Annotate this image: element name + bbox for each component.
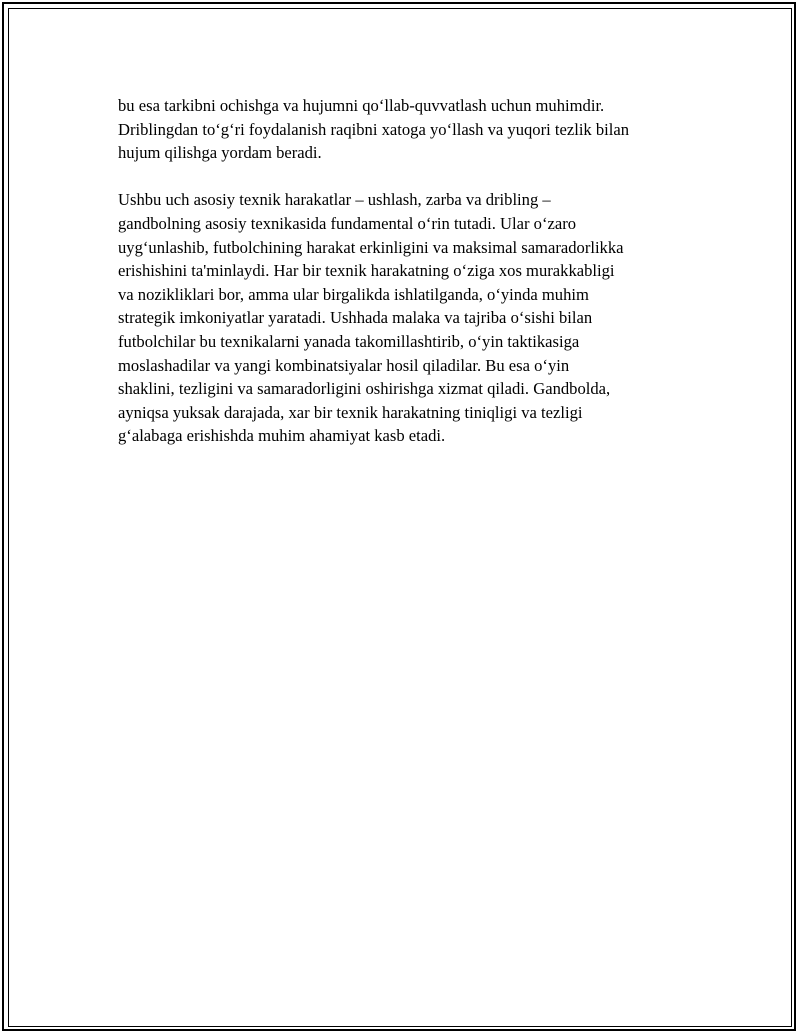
text-line: g‘alabaga erishishda muhim ahamiyat kasb etadi. [118,426,446,446]
text-line: ayniqsa yuksak darajada, xar bir texnik harakatning tiniqligi va tezligi [118,402,583,422]
text-line: va nozikliklari bor, amma ular birgalikda ishlatilganda, o‘yinda muhim [118,284,589,304]
text-line: futbolchilar bu texnikalarni yanada takomillashtirib, o‘yin taktikasiga [118,331,580,351]
text-line: uyg‘unlashib, futbolchining harakat erkinligini va maksimal samaradorlikka [118,237,624,257]
document-body [118,94,698,448]
text-line: hujum qilishga yordam beradi. [118,143,322,163]
text-line: gandbolning asosiy texnikasida fundamental o‘rin tutadi. Ular o‘zaro [118,213,577,233]
text-line: strategik imkoniyatlar yaratadi. Ushhada malaka va tajriba o‘sishi bilan [118,308,593,328]
text-line: Driblingdan to‘g‘ri foydalanish raqibni xatoga yo‘llash va yuqori tezlik bilan [118,119,630,139]
paragraph-1 [118,94,698,165]
text-line: bu esa tarkibni ochishga va hujumni qo‘llab-quvvatlash uchun muhimdir. [118,96,605,115]
paragraph-2 [118,188,698,448]
text-line: Ushbu uch asosiy texnik harakatlar – ushlash, zarba va dribling – [118,190,551,210]
text-line: moslashadilar va yangi kombinatsiyalar hosil qiladilar. Bu esa o‘yin [118,355,570,375]
text-line: erishishini ta'minlaydi. Har bir texnik harakatning o‘ziga xos murakkabligi [118,261,615,281]
text-line: shaklini, tezligini va samaradorligini oshirishga xizmat qiladi. Gandbolda, [118,379,611,399]
